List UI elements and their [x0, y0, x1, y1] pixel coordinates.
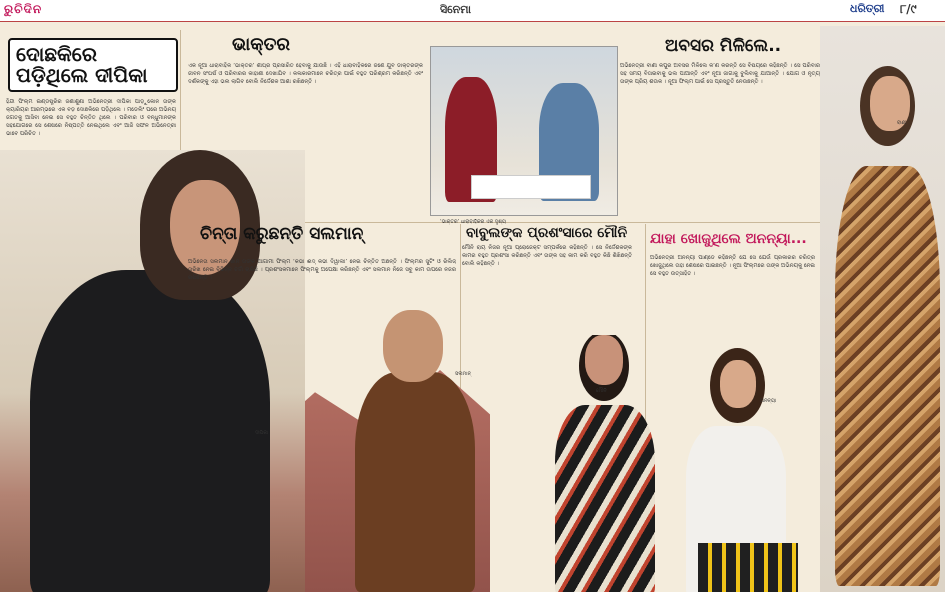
vaani-photo [820, 26, 945, 592]
mouni-article-body: ମୌନି ରାୟ ନିଜର ନୂଆ ପ୍ରୋଜେକ୍ଟ ସମ୍ପର୍କରେ କହିଛନ୍ତି । ସେ ନିର୍ଦ୍ଦେଶକଙ୍କ କାମର ବହୁତ ପ୍ରଶଂସା କରିଛନ୍ତି ଏବଂ ତାଙ୍କ ସହ କାମ କରି ବହୁତ କିଛି ଶିଖିଛନ୍ତି ବୋଲି କହିଛନ୍ତି । [462, 245, 632, 267]
deepika-headline: ଦୋଛକିରେ ପଡ଼ିଥିଲେ ଦୀପିକା [8, 38, 178, 92]
deepika-caption: ଦୀପିକା [255, 430, 269, 436]
section-brand: ରୁଚିଦିନ [4, 2, 43, 16]
figure-saree [555, 405, 655, 592]
mouni-caption: ମୌନି [596, 388, 607, 394]
mouni-headline: ବାବୁଲଙ୍କ ପ୍ରଶଂସାରେ ମୌନି [466, 225, 628, 241]
abasara-article-body: ଅଭିନେତ୍ରୀ ବାଣୀ କପୁର ଅବସର ମିଳିଲେ କ’ଣ କରନ୍ତି ସେ ବିଷୟରେ କହିଛନ୍ତି । ସେ ପରିବାର ସହ ସମୟ ବିତାଇବାକୁ ଭଲ ପାଆନ୍ତି ଏବଂ ନୂଆ ଜାଗାକୁ ବୁଲିବାକୁ ଯାଆନ୍ତି । ଯୋଗ ଓ ନୃତ୍ୟ ତାଙ୍କ ପ୍ରିୟ ଶଉକ । ନୂଆ ଫିଲ୍ମ ପାଇଁ ସେ ପ୍ରସ୍ତୁତି ନେଉଛନ୍ତି । [620, 63, 820, 85]
figure-saree [835, 166, 940, 586]
salman-headline: ଚିନ୍ତା କରୁଛନ୍ତି ସଲମାନ୍ [200, 224, 364, 244]
bhaktar-article-body: ଏକ ନୂଆ ଧାରାବାହିକ ‘ଭାକ୍ତର’ ଶୀଘ୍ର ପ୍ରସାରିତ ହେବାକୁ ଯାଉଛି । ଏହି ଧାରାବାହିକରେ ଜଣେ ଯୁବ ଡାକ୍ତରଙ୍କ ଜୀବନ ସଂଘର୍ଷ ଓ ପରିବାରର କାହାଣୀ ଦେଖାଯିବ । କଳାକାରମାନେ ଚରିତ୍ର ପାଇଁ ବହୁତ ପରିଶ୍ରମ କରିଛନ୍ତି ଏବଂ ଦର୍ଶକଙ୍କୁ ଏହା ଭଲ ଲାଗିବ ବୋଲି ନିର୍ଦ୍ଦେଶକ ଆଶା ରଖିଛନ୍ତି । [188, 63, 423, 85]
abasara-headline: ଅବସର ମିଳିଲେ.. [665, 36, 782, 56]
bhaktar-caption: ‘ଭାକ୍ତର’ ଧାରାବାହିକର ଏକ ଦୃଶ୍ୟ [440, 219, 507, 225]
deepika-article-body: ହିନ୍ଦୀ ଫିଲ୍ମ ଇଣ୍ଡଷ୍ଟ୍ରିର ଜଣାଶୁଣା ଅଭିନେତ୍ରୀ ଦୀପିକା ପାଡ଼ୁକୋନ ତାଙ୍କ କ୍ୟାରିୟର ଆରମ୍ଭରେ ଏକ ବଡ଼ ଦୋଛକିରେ ପଡ଼ିଥିଲେ । ମଡେଲିଂ ପରେ ଅଭିନୟ ଜଗତକୁ ଆସିବା ନେଇ ସେ ବହୁତ ଚିନ୍ତିତ ଥିଲେ । ପରିବାର ଓ ବନ୍ଧୁମାନଙ୍କ ସହଯୋଗରେ ସେ ଶେଷରେ ନିଷ୍ପତ୍ତି ନେଇଥିଲେ ଏବଂ ଆଜି ସଫଳ ଅଭିନେତ୍ରୀ ଭାବେ ପରିଚିତ । [6, 99, 176, 137]
page-header [0, 0, 945, 22]
figure-jacket [355, 372, 475, 592]
salman-article-body: ଅଭିନେତା ସଲମାନ ଖାନ ତାଙ୍କ ଆଗାମୀ ଫିଲ୍ମ ‘କଭୀ ଈଦ୍ କଭୀ ଦିୱାଲୀ’ ନେଇ ଚିନ୍ତିତ ଅଛନ୍ତି । ଫିଲ୍ମର ସୁଟିଂ ଓ ରିଲିଜ୍ ତାରିଖ ନେଇ ବିଭିନ୍ନ ଚର୍ଚ୍ଚା ଚାଲିଛି । ପ୍ରଶଂସକମାନେ ଫିଲ୍ମକୁ ଅପେକ୍ଷା କରିଛନ୍ତି ଏବଂ ସଲମାନ ନିଜେ ସବୁ କାମ ଉପରେ ନଜର ରଖିଛନ୍ତି । [188, 259, 456, 281]
figure-table [471, 175, 591, 199]
ananya-article-body: ଅଭିନେତ୍ରୀ ଅନନ୍ୟା ପାଣ୍ଡେ କହିଛନ୍ତି ଯେ ସେ ଯେଉଁ ପ୍ରକାରର ଚରିତ୍ର ଖୋଜୁଥିଲେ ତାହା ଶେଷରେ ପାଇଛନ୍ତି । ନୂଆ ଫିଲ୍ମରେ ତାଙ୍କ ଅଭିନୟକୁ ନେଇ ସେ ବହୁତ ଉତ୍ସାହିତ । [650, 255, 815, 277]
bhaktar-headline: ଭାକ୍ତର [232, 34, 291, 55]
salman-caption: ସଲମାନ୍ [455, 371, 471, 377]
publication-name: ଧରିତ୍ରୀ [850, 2, 885, 15]
vaani-caption: ବାଣୀ [897, 120, 907, 126]
ananya-headline: ଯାହା ଖୋଜୁଥିଲେ ଅନନ୍ୟା... [650, 231, 807, 247]
page-number: ୮/୯ [900, 2, 917, 16]
section-title: ସିନେମା [440, 3, 471, 16]
bhaktar-photo [430, 46, 618, 216]
figure-pants [698, 543, 798, 592]
ananya-caption: ଅନନ୍ୟା [760, 398, 777, 404]
